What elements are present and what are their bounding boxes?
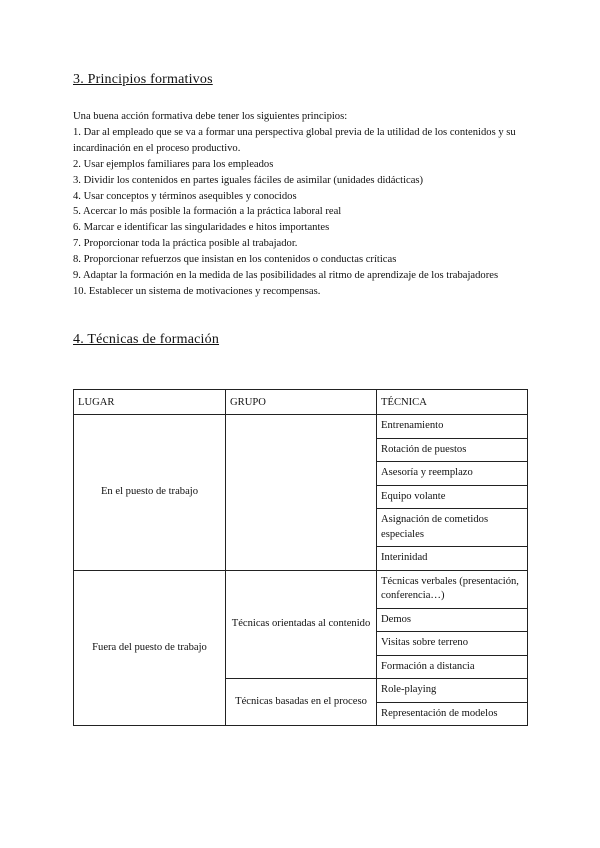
technique-cell: Representación de modelos xyxy=(377,702,528,726)
technique-cell: Equipo volante xyxy=(377,485,528,509)
principle-item: 1. Dar al empleado que se va a formar una perspectiva global previa de la utilidad de los contenidos y su incardinación en el proceso productivo. xyxy=(73,126,516,154)
table-header-row xyxy=(74,390,528,415)
table-row xyxy=(74,415,528,439)
header-lugar: LUGAR xyxy=(74,390,226,415)
group-empty-cell xyxy=(226,415,377,571)
technique-cell: Formación a distancia xyxy=(377,655,528,679)
training-techniques-table xyxy=(73,389,528,726)
place-on-job-cell: En el puesto de trabajo xyxy=(74,415,226,571)
technique-cell: Demos xyxy=(377,608,528,632)
principle-item: 10. Establecer un sistema de motivaciones y recompensas. xyxy=(73,285,321,297)
principles-paragraph xyxy=(73,109,523,300)
section-4-heading: 4. Técnicas de formación xyxy=(73,332,220,347)
technique-cell: Asesoría y reemplazo xyxy=(377,462,528,486)
technique-cell: Técnicas verbales (presentación, conferencia…) xyxy=(377,570,528,608)
technique-cell: Rotación de puestos xyxy=(377,438,528,462)
principle-item: 9. Adaptar la formación en la medida de las posibilidades al ritmo de aprendizaje de los trabajadores xyxy=(73,270,499,282)
place-off-job-cell: Fuera del puesto de trabajo xyxy=(74,570,226,726)
principle-item: 6. Marcar e identificar las singularidades e hitos importantes xyxy=(73,222,330,234)
technique-cell: Visitas sobre terreno xyxy=(377,632,528,656)
principle-item: 8. Proporcionar refuerzos que insistan en los contenidos o conductas críticas xyxy=(73,254,397,266)
principle-item: 7. Proporcionar toda la práctica posible al trabajador. xyxy=(73,238,298,250)
technique-cell: Role-playing xyxy=(377,679,528,703)
principle-item: 3. Dividir los contenidos en partes iguales fáciles de asimilar (unidades didácticas) xyxy=(73,174,424,186)
group-content-cell: Técnicas orientadas al contenido xyxy=(226,570,377,679)
principle-item: 2. Usar ejemplos familiares para los empleados xyxy=(73,158,274,170)
technique-cell: Entrenamiento xyxy=(377,415,528,439)
principle-item: 5. Acercar lo más posible la formación a la práctica laboral real xyxy=(73,206,342,218)
header-grupo: GRUPO xyxy=(226,390,377,415)
header-tecnica: TÉCNICA xyxy=(377,390,528,415)
principles-intro: Una buena acción formativa debe tener los siguientes principios: xyxy=(73,111,348,122)
technique-cell: Asignación de cometidos especiales xyxy=(377,509,528,547)
group-process-cell: Técnicas basadas en el proceso xyxy=(226,679,377,726)
section-3-heading: 3. Principios formativos xyxy=(73,72,213,87)
table-row xyxy=(74,570,528,608)
principle-item: 4. Usar conceptos y términos asequibles y conocidos xyxy=(73,190,297,202)
technique-cell: Interinidad xyxy=(377,547,528,571)
